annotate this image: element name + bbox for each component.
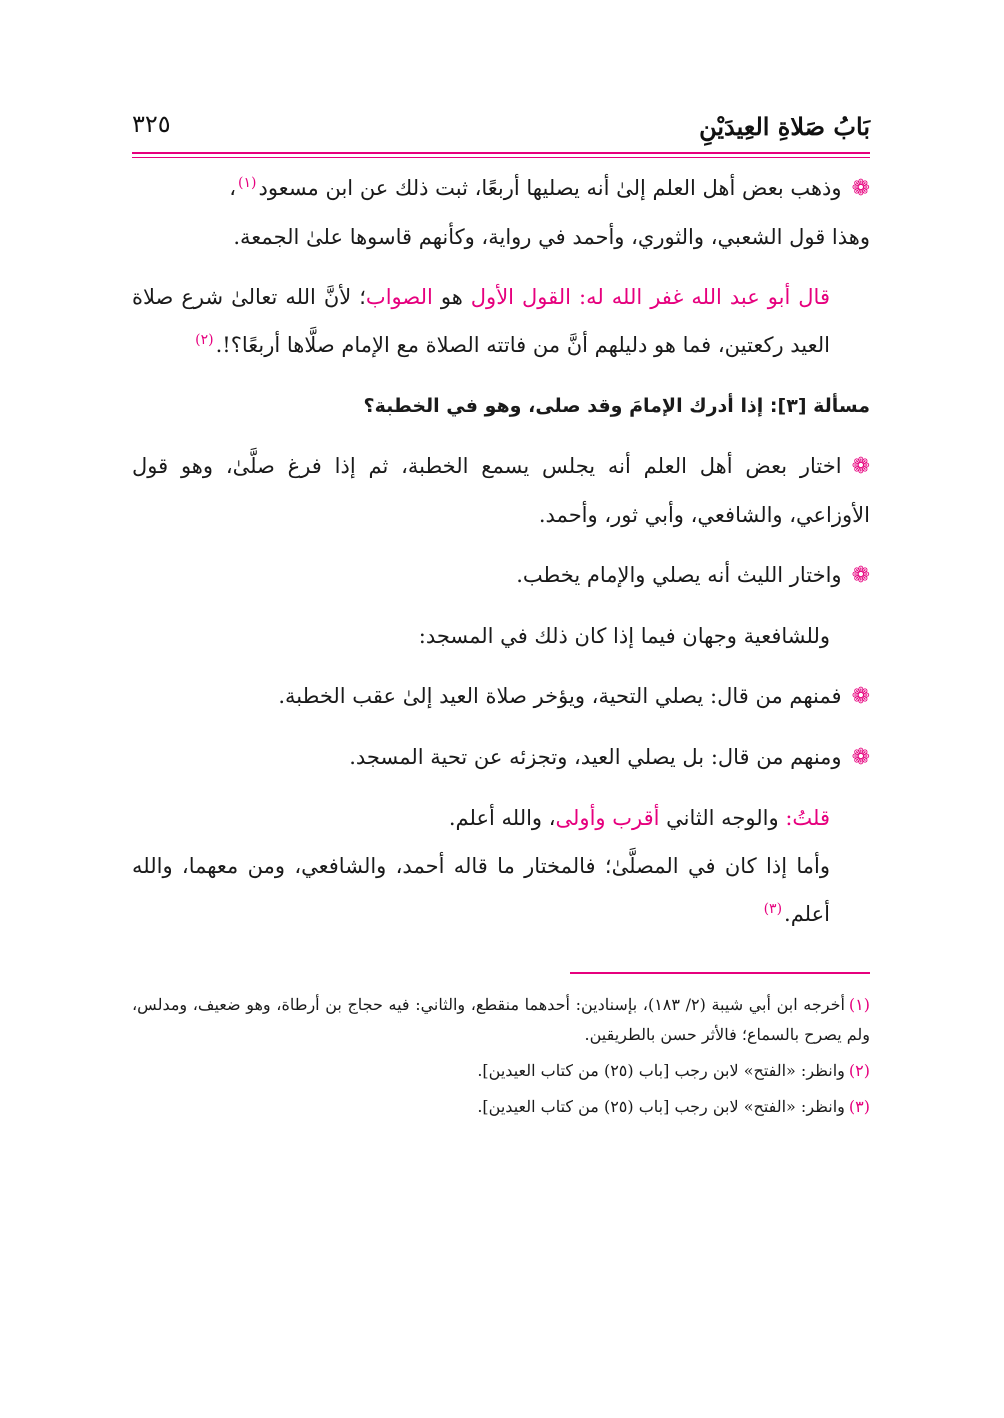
chapter-title: بَابُ صَلاةِ العِيدَيْنِ xyxy=(699,112,870,141)
footnote-number: (٢) xyxy=(848,1061,870,1080)
footnotes xyxy=(132,990,870,1122)
punctuation: ، xyxy=(229,176,237,200)
page-header xyxy=(132,110,870,150)
footnote-ref[interactable]: (١) xyxy=(238,175,257,191)
author-attribution: قال أبو عبد الله غفر الله له: xyxy=(579,285,830,309)
paragraph-1 xyxy=(132,164,870,261)
footnote-rule xyxy=(570,972,870,974)
paragraph-text: ومنهم من قال: بل يصلي العيد، وتجزئه عن تحية المسجد. xyxy=(349,745,842,769)
paragraph-text: وذهب بعض أهل العلم إلىٰ أنه يصليها أربعًا، ثبت ذلك عن ابن مسعود xyxy=(258,176,842,200)
paragraph-3 xyxy=(132,442,870,539)
paragraph-text: وأما إذا كان في المصلَّىٰ؛ فالمختار ما قاله أحمد، والشافعي، ومن معهما، والله أعلم. xyxy=(132,854,830,926)
footnote-number: (٣) xyxy=(848,1097,870,1116)
footnote-number: (١) xyxy=(848,995,870,1014)
flower-ornament-icon: ❁ xyxy=(851,454,870,479)
footnote-1 xyxy=(132,990,870,1050)
footnote-text: وانظر: «الفتح» لابن رجب [باب (٢٥) من كتاب العيدين]. xyxy=(477,1061,845,1080)
paragraph-text: واختار الليث أنه يصلي والإمام يخطب. xyxy=(516,563,842,587)
qult-label: قلتُ: xyxy=(785,806,830,830)
paragraph-8 xyxy=(132,794,870,842)
correct-label: الصواب xyxy=(365,285,433,309)
issue-label: مسألة [٣]: xyxy=(769,395,870,417)
preferred-label: أقرب وأولى xyxy=(555,806,660,830)
paragraph-6 xyxy=(132,672,870,721)
first-opinion: القول الأول xyxy=(470,285,571,309)
page-number: ٣٢٥ xyxy=(132,110,171,138)
footnote-ref[interactable]: (٢) xyxy=(195,332,214,348)
header-rule-thin xyxy=(132,157,870,158)
paragraph-2 xyxy=(132,273,870,369)
paragraph-text: ، والله أعلم. xyxy=(448,806,556,830)
footnote-ref[interactable]: (٣) xyxy=(763,901,783,917)
paragraph-5 xyxy=(132,612,870,660)
paragraph-9 xyxy=(132,842,870,938)
paragraph-4 xyxy=(132,551,870,600)
footnote-text: وانظر: «الفتح» لابن رجب [باب (٢٥) من كتاب العيدين]. xyxy=(477,1097,845,1116)
paragraph-text: وهذا قول الشعبي، والثوري، وأحمد في رواية، وكأنهم قاسوها علىٰ الجمعة. xyxy=(233,225,870,249)
flower-ornament-icon: ❁ xyxy=(851,684,870,709)
flower-ornament-icon: ❁ xyxy=(851,563,870,588)
flower-ornament-icon: ❁ xyxy=(851,176,870,201)
paragraph-text: اختار بعض أهل العلم أنه يجلس يسمع الخطبة، ثم إذا فرغ صلَّىٰ، وهو قول الأوزاعي، والشافعي، وأبي ثور، وأحمد. xyxy=(132,454,870,527)
footnote-2 xyxy=(132,1056,870,1086)
issue-title: إذا أدرك الإمامَ وقد صلى، وهو في الخطبة؟ xyxy=(363,395,764,417)
paragraph-text: فمنهم من قال: يصلي التحية، ويؤخر صلاة العيد إلىٰ عقب الخطبة. xyxy=(278,684,842,708)
main-text xyxy=(132,164,870,938)
flower-ornament-icon: ❁ xyxy=(851,745,870,770)
header-rule xyxy=(132,152,870,154)
footnote-3 xyxy=(132,1092,870,1122)
paragraph-7 xyxy=(132,733,870,782)
book-page xyxy=(132,110,870,1360)
issue-heading xyxy=(132,381,870,430)
paragraph-text: ؛ لأنَّ الله تعالىٰ شرع صلاة العيد ركعتين، فما هو دليلهم أنَّ من فاتته الصلاة مع الإمام صلَّاها أربعًا؟!. xyxy=(132,285,830,357)
paragraph-text: وللشافعية وجهان فيما إذا كان ذلك في المسجد: xyxy=(418,624,830,648)
paragraph-text: والوجه الثاني xyxy=(666,806,779,830)
footnote-text: أخرجه ابن أبي شيبة (٢/ ١٨٣)، بإسنادين: أحدهما منقطع، والثاني: فيه حجاج بن أرطاة، وهو ضعيف، ومدلس، ولم يصرح بالسماع؛ فالأثر حسن بالطريقين. xyxy=(132,995,870,1044)
paragraph-text: هو xyxy=(440,285,463,309)
